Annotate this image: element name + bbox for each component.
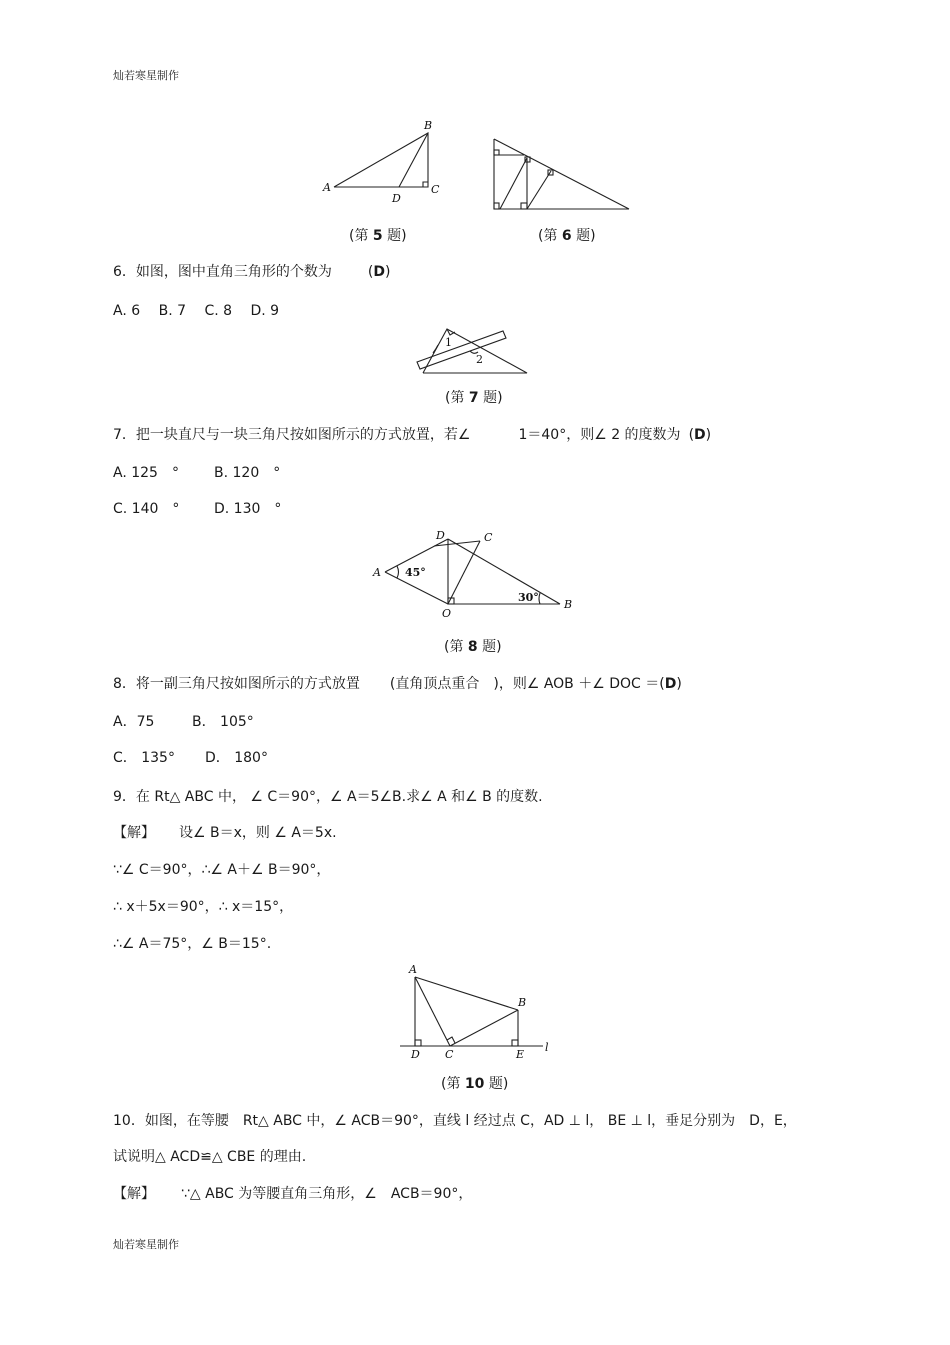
q9-solution-line-2: ∵∠ C＝90°，∴∠ A＋∠ B＝90°， [113, 862, 331, 878]
q8-stem-part-b: (直角顶点重合 )，则∠ AOB ＋∠ DOC ＝ [389, 676, 660, 692]
q8-option-d: D． 180° [205, 750, 268, 766]
fig10-label-l: l [545, 1041, 549, 1054]
fig10-label-c: C [445, 1048, 454, 1061]
q8-stem-part-a: 8．将一副三角尺按如图所示的方式放置 [113, 676, 360, 692]
fig5-caption-pre: (第 [349, 228, 373, 244]
fig8-label-30: 30° [518, 591, 539, 604]
fig5-label-b: B [424, 119, 433, 132]
fig8-caption [444, 638, 502, 656]
figure-6-diagram [485, 130, 635, 215]
fig10-segment-ab [415, 977, 518, 1010]
q7-option-c: C. 140 ° [113, 501, 180, 517]
fig8-segment-oc [448, 541, 480, 604]
page-header: 灿若寒星制作 [113, 69, 179, 82]
q10-solution-text-1: ∵△ ABC 为等腰直角三角形，∠ ACB＝90°， [181, 1186, 473, 1202]
q7-stem-part-a: 7．把一块直尺与一块三角尺按如图所示的方式放置，若∠ [113, 427, 471, 443]
q9-solution-text-1: 设∠ B＝x，则 ∠ A＝5x. [179, 825, 337, 841]
q9-solution-line-3: ∴ x＋5x＝90°，∴ x＝15°， [113, 899, 294, 915]
question-7-stem [113, 426, 711, 444]
fig8-label-c: C [484, 531, 493, 544]
q8-option-b: B． 105° [192, 714, 254, 730]
q8-answer-open: ( [659, 676, 665, 692]
fig8-label-b: B [564, 598, 573, 611]
q9-solution-tag: 【解】 [113, 825, 155, 841]
fig6-hypotenuse [494, 139, 629, 209]
fig6-right-angle-1 [494, 150, 499, 155]
fig5-caption-number: 5 [372, 228, 383, 244]
fig10-label-d: D [411, 1048, 420, 1061]
fig10-label-e: E [516, 1048, 525, 1061]
q8-option-c: C． 135° [113, 750, 175, 766]
fig8-label-d: D [436, 529, 445, 542]
fig10-label-b: B [518, 996, 527, 1009]
fig7-label-2: 2 [476, 353, 483, 366]
fig8-angle-45-arc [397, 566, 399, 578]
fig8-label-45: 45° [405, 566, 426, 579]
fig6-caption-pre: (第 [538, 228, 562, 244]
q7-answer-open: ( [688, 427, 695, 443]
fig10-caption-number: 10 [464, 1076, 485, 1092]
fig6-slant-1 [500, 158, 527, 209]
q6-stem-text: 6．如图，图中直角三角形的个数为 [113, 264, 332, 280]
q8-answer-close: ) [676, 676, 682, 692]
fig6-right-angle-2 [494, 203, 499, 209]
fig10-right-angle-e [512, 1040, 518, 1046]
fig7-angle-1-arc [433, 345, 438, 353]
fig5-label-c: C [431, 183, 440, 196]
fig7-caption [445, 389, 503, 407]
fig5-label-a: A [323, 181, 331, 194]
fig8-caption-pre: (第 [444, 639, 468, 655]
question-10-stem-line-1: 10．如图，在等腰 Rt△ ABC 中，∠ ACB＝90°，直线 l 经过点 C，AD ⊥ l， BE ⊥ l，垂足分别为 D，E， [113, 1113, 797, 1129]
fig10-caption-pre: (第 [441, 1076, 465, 1092]
fig10-right-angle-d [415, 1040, 421, 1046]
fig5-caption-post: 题) [382, 228, 407, 244]
question-8-stem [113, 675, 682, 693]
figure-7-diagram [410, 325, 535, 380]
q7-option-b: B. 120 ° [214, 465, 281, 481]
q7-option-a: A. 125 ° [113, 465, 179, 481]
q6-answer: D [373, 264, 386, 280]
q7-option-d: D. 130 ° [214, 501, 282, 517]
fig7-triangle [423, 329, 527, 373]
q8-answer: D [664, 676, 677, 692]
q7-stem-part-b: 1＝40°，则∠ 2 的度数为 [518, 427, 681, 443]
fig10-caption [441, 1075, 508, 1093]
fig10-segment-ac [415, 977, 450, 1046]
fig7-caption-pre: (第 [445, 390, 469, 406]
q10-solution-line-1 [113, 1185, 472, 1203]
question-9-stem: 9．在 Rt△ ABC 中， ∠ C＝90°，∠ A＝5∠B.求∠ A 和∠ B 的度数. [113, 789, 543, 805]
fig7-caption-post: 题) [478, 390, 503, 406]
q7-answer: D [694, 427, 706, 443]
q6-answer-close: ) [385, 264, 391, 280]
q9-solution-line-4: ∴∠ A＝75°，∠ B＝15°. [113, 936, 272, 952]
q10-solution-tag: 【解】 [113, 1186, 155, 1202]
fig8-caption-number: 8 [467, 639, 478, 655]
q6-answer-open: ( [367, 264, 374, 280]
fig10-label-a: A [409, 963, 417, 976]
fig8-caption-post: 题) [477, 639, 502, 655]
fig5-caption [349, 227, 407, 245]
fig6-slant-2 [527, 171, 551, 209]
question-6-stem [113, 263, 390, 281]
fig7-label-1: 1 [445, 336, 452, 349]
figure-8-diagram [368, 525, 580, 620]
question-10-stem-line-2: 试说明△ ACD≌△ CBE 的理由. [113, 1149, 307, 1165]
fig10-segment-cb [450, 1010, 518, 1046]
fig5-right-angle-mark [423, 182, 428, 187]
q9-solution-line-1 [113, 824, 337, 842]
q7-answer-close: ) [705, 427, 712, 443]
fig8-label-o: O [442, 607, 452, 620]
fig6-caption-number: 6 [561, 228, 572, 244]
fig6-right-angle-3 [521, 203, 527, 209]
figure-5-diagram [320, 115, 450, 210]
question-6-options: A. 6 B. 7 C. 8 D. 9 [113, 303, 280, 319]
page-footer: 灿若寒星制作 [113, 1238, 179, 1251]
fig8-label-a: A [373, 566, 381, 579]
fig7-caption-number: 7 [468, 390, 479, 406]
fig5-label-d: D [392, 192, 401, 205]
fig8-angle-30-arc [539, 593, 540, 604]
fig6-caption [538, 227, 596, 245]
fig10-caption-post: 题) [484, 1076, 509, 1092]
fig6-caption-post: 题) [571, 228, 596, 244]
figure-10-diagram [395, 960, 560, 1065]
q8-option-a: A．75 [113, 714, 155, 730]
